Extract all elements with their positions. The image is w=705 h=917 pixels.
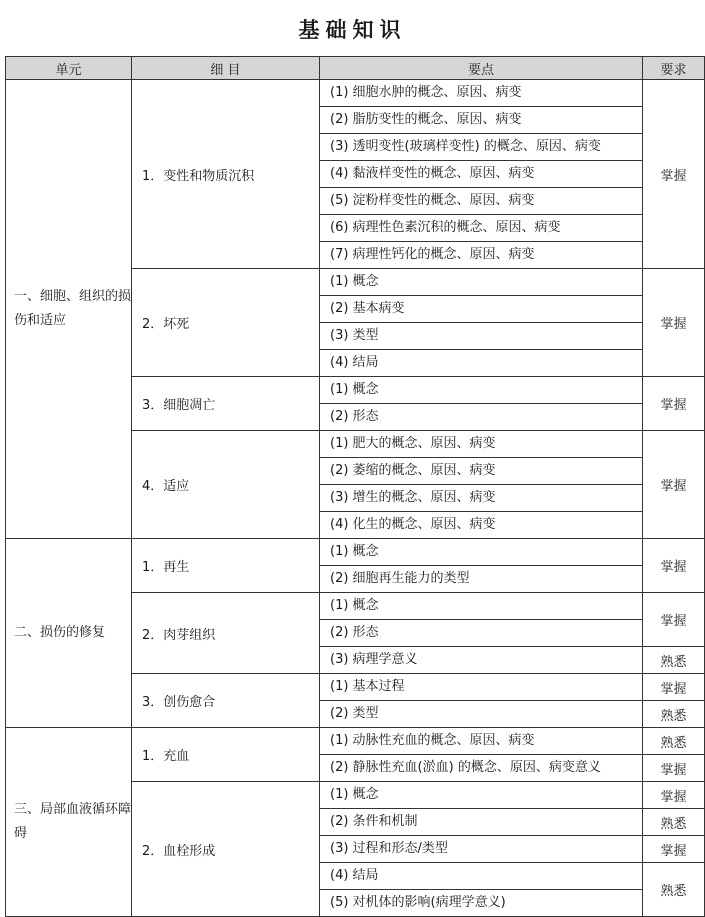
point-cell — [320, 539, 643, 566]
item-cell: 1．变性和物质沉积 — [132, 80, 320, 269]
point-cell — [320, 161, 643, 188]
point-cell — [320, 809, 643, 836]
point-cell — [320, 566, 643, 593]
requirement-cell: 掌握 — [643, 836, 705, 863]
item-cell: 2．坏死 — [132, 269, 320, 377]
point-cell — [320, 242, 643, 269]
point-text: (6) 病理性色素沉积的概念、原因、病变 — [330, 220, 561, 235]
point-cell — [320, 269, 643, 296]
point-cell — [320, 782, 643, 809]
point-text: (2) 条件和机制 — [330, 814, 418, 829]
item-cell: 3．细胞凋亡 — [132, 377, 320, 431]
item-cell: 1．再生 — [132, 539, 320, 593]
point-cell — [320, 620, 643, 647]
requirement-cell: 掌握 — [643, 269, 705, 377]
point-text: (5) 淀粉样变性的概念、原因、病变 — [330, 193, 535, 208]
point-text: (2) 萎缩的概念、原因、病变 — [330, 463, 496, 478]
point-text: (1) 概念 — [330, 598, 379, 613]
point-text: (3) 增生的概念、原因、病变 — [330, 490, 496, 505]
point-cell — [320, 188, 643, 215]
requirement-cell: 掌握 — [643, 674, 705, 701]
requirement-cell: 掌握 — [643, 539, 705, 593]
point-cell — [320, 485, 643, 512]
point-cell — [320, 593, 643, 620]
point-text: (2) 脂肪变性的概念、原因、病变 — [330, 112, 522, 127]
table-body — [6, 80, 705, 917]
requirement-cell: 掌握 — [643, 593, 705, 647]
point-cell — [320, 890, 643, 917]
point-cell — [320, 107, 643, 134]
point-text: (4) 结局 — [330, 355, 379, 370]
point-text: (3) 透明变性(玻璃样变性) 的概念、原因、病变 — [330, 139, 601, 154]
item-cell: 3．创伤愈合 — [132, 674, 320, 728]
table-row — [6, 539, 705, 566]
item-cell: 2．血栓形成 — [132, 782, 320, 917]
point-cell — [320, 404, 643, 431]
point-cell — [320, 701, 643, 728]
point-text: (1) 肥大的概念、原因、病变 — [330, 436, 496, 451]
point-text: (2) 细胞再生能力的类型 — [330, 571, 470, 586]
page-title: 基础知识 — [298, 18, 407, 42]
point-cell — [320, 728, 643, 755]
item-cell: 4．适应 — [132, 431, 320, 539]
point-text: (1) 概念 — [330, 544, 379, 559]
unit-cell: 二、损伤的修复 — [6, 539, 132, 728]
point-text: (1) 概念 — [330, 787, 379, 802]
requirement-cell: 熟悉 — [643, 647, 705, 674]
header-points: 要点 — [320, 57, 643, 80]
requirement-cell: 熟悉 — [643, 701, 705, 728]
point-cell — [320, 836, 643, 863]
item-cell: 1．充血 — [132, 728, 320, 782]
point-cell — [320, 134, 643, 161]
point-text: (1) 动脉性充血的概念、原因、病变 — [330, 733, 535, 748]
point-cell — [320, 377, 643, 404]
point-cell — [320, 296, 643, 323]
requirement-cell: 掌握 — [643, 755, 705, 782]
unit-cell: 一、细胞、组织的损伤和适应 — [6, 80, 132, 539]
unit-cell: 三、局部血液循环障碍 — [6, 728, 132, 917]
point-cell — [320, 755, 643, 782]
table-row — [6, 80, 705, 107]
point-text: (4) 化生的概念、原因、病变 — [330, 517, 496, 532]
point-cell — [320, 647, 643, 674]
syllabus-table — [5, 56, 705, 917]
point-text: (2) 基本病变 — [330, 301, 405, 316]
requirement-cell: 掌握 — [643, 431, 705, 539]
point-text: (1) 细胞水肿的概念、原因、病变 — [330, 85, 522, 100]
point-cell — [320, 458, 643, 485]
requirement-cell: 掌握 — [643, 377, 705, 431]
point-text: (3) 病理学意义 — [330, 652, 418, 667]
point-text: (4) 结局 — [330, 868, 379, 883]
point-text: (3) 过程和形态/类型 — [330, 841, 448, 856]
point-cell — [320, 674, 643, 701]
point-cell — [320, 323, 643, 350]
point-text: (2) 形态 — [330, 625, 379, 640]
point-text: (7) 病理性钙化的概念、原因、病变 — [330, 247, 535, 262]
table-row — [6, 728, 705, 755]
point-cell — [320, 863, 643, 890]
point-text: (3) 类型 — [330, 328, 379, 343]
point-text: (2) 形态 — [330, 409, 379, 424]
requirement-cell: 熟悉 — [643, 863, 705, 917]
item-cell: 2．肉芽组织 — [132, 593, 320, 674]
point-text: (2) 静脉性充血(淤血) 的概念、原因、病变意义 — [330, 760, 601, 775]
table-header-row — [6, 57, 705, 80]
requirement-cell: 熟悉 — [643, 728, 705, 755]
point-text: (1) 概念 — [330, 382, 379, 397]
requirement-cell: 掌握 — [643, 80, 705, 269]
point-cell — [320, 512, 643, 539]
header-unit: 单元 — [6, 57, 132, 80]
header-requirement: 要求 — [643, 57, 705, 80]
point-text: (2) 类型 — [330, 706, 379, 721]
point-cell — [320, 350, 643, 377]
header-item: 细 目 — [132, 57, 320, 80]
requirement-cell: 掌握 — [643, 782, 705, 809]
point-text: (1) 概念 — [330, 274, 379, 289]
point-text: (5) 对机体的影响(病理学意义) — [330, 895, 506, 910]
point-cell — [320, 215, 643, 242]
point-cell — [320, 80, 643, 107]
requirement-cell: 熟悉 — [643, 809, 705, 836]
point-text: (4) 黏液样变性的概念、原因、病变 — [330, 166, 535, 181]
point-text: (1) 基本过程 — [330, 679, 405, 694]
point-cell — [320, 431, 643, 458]
